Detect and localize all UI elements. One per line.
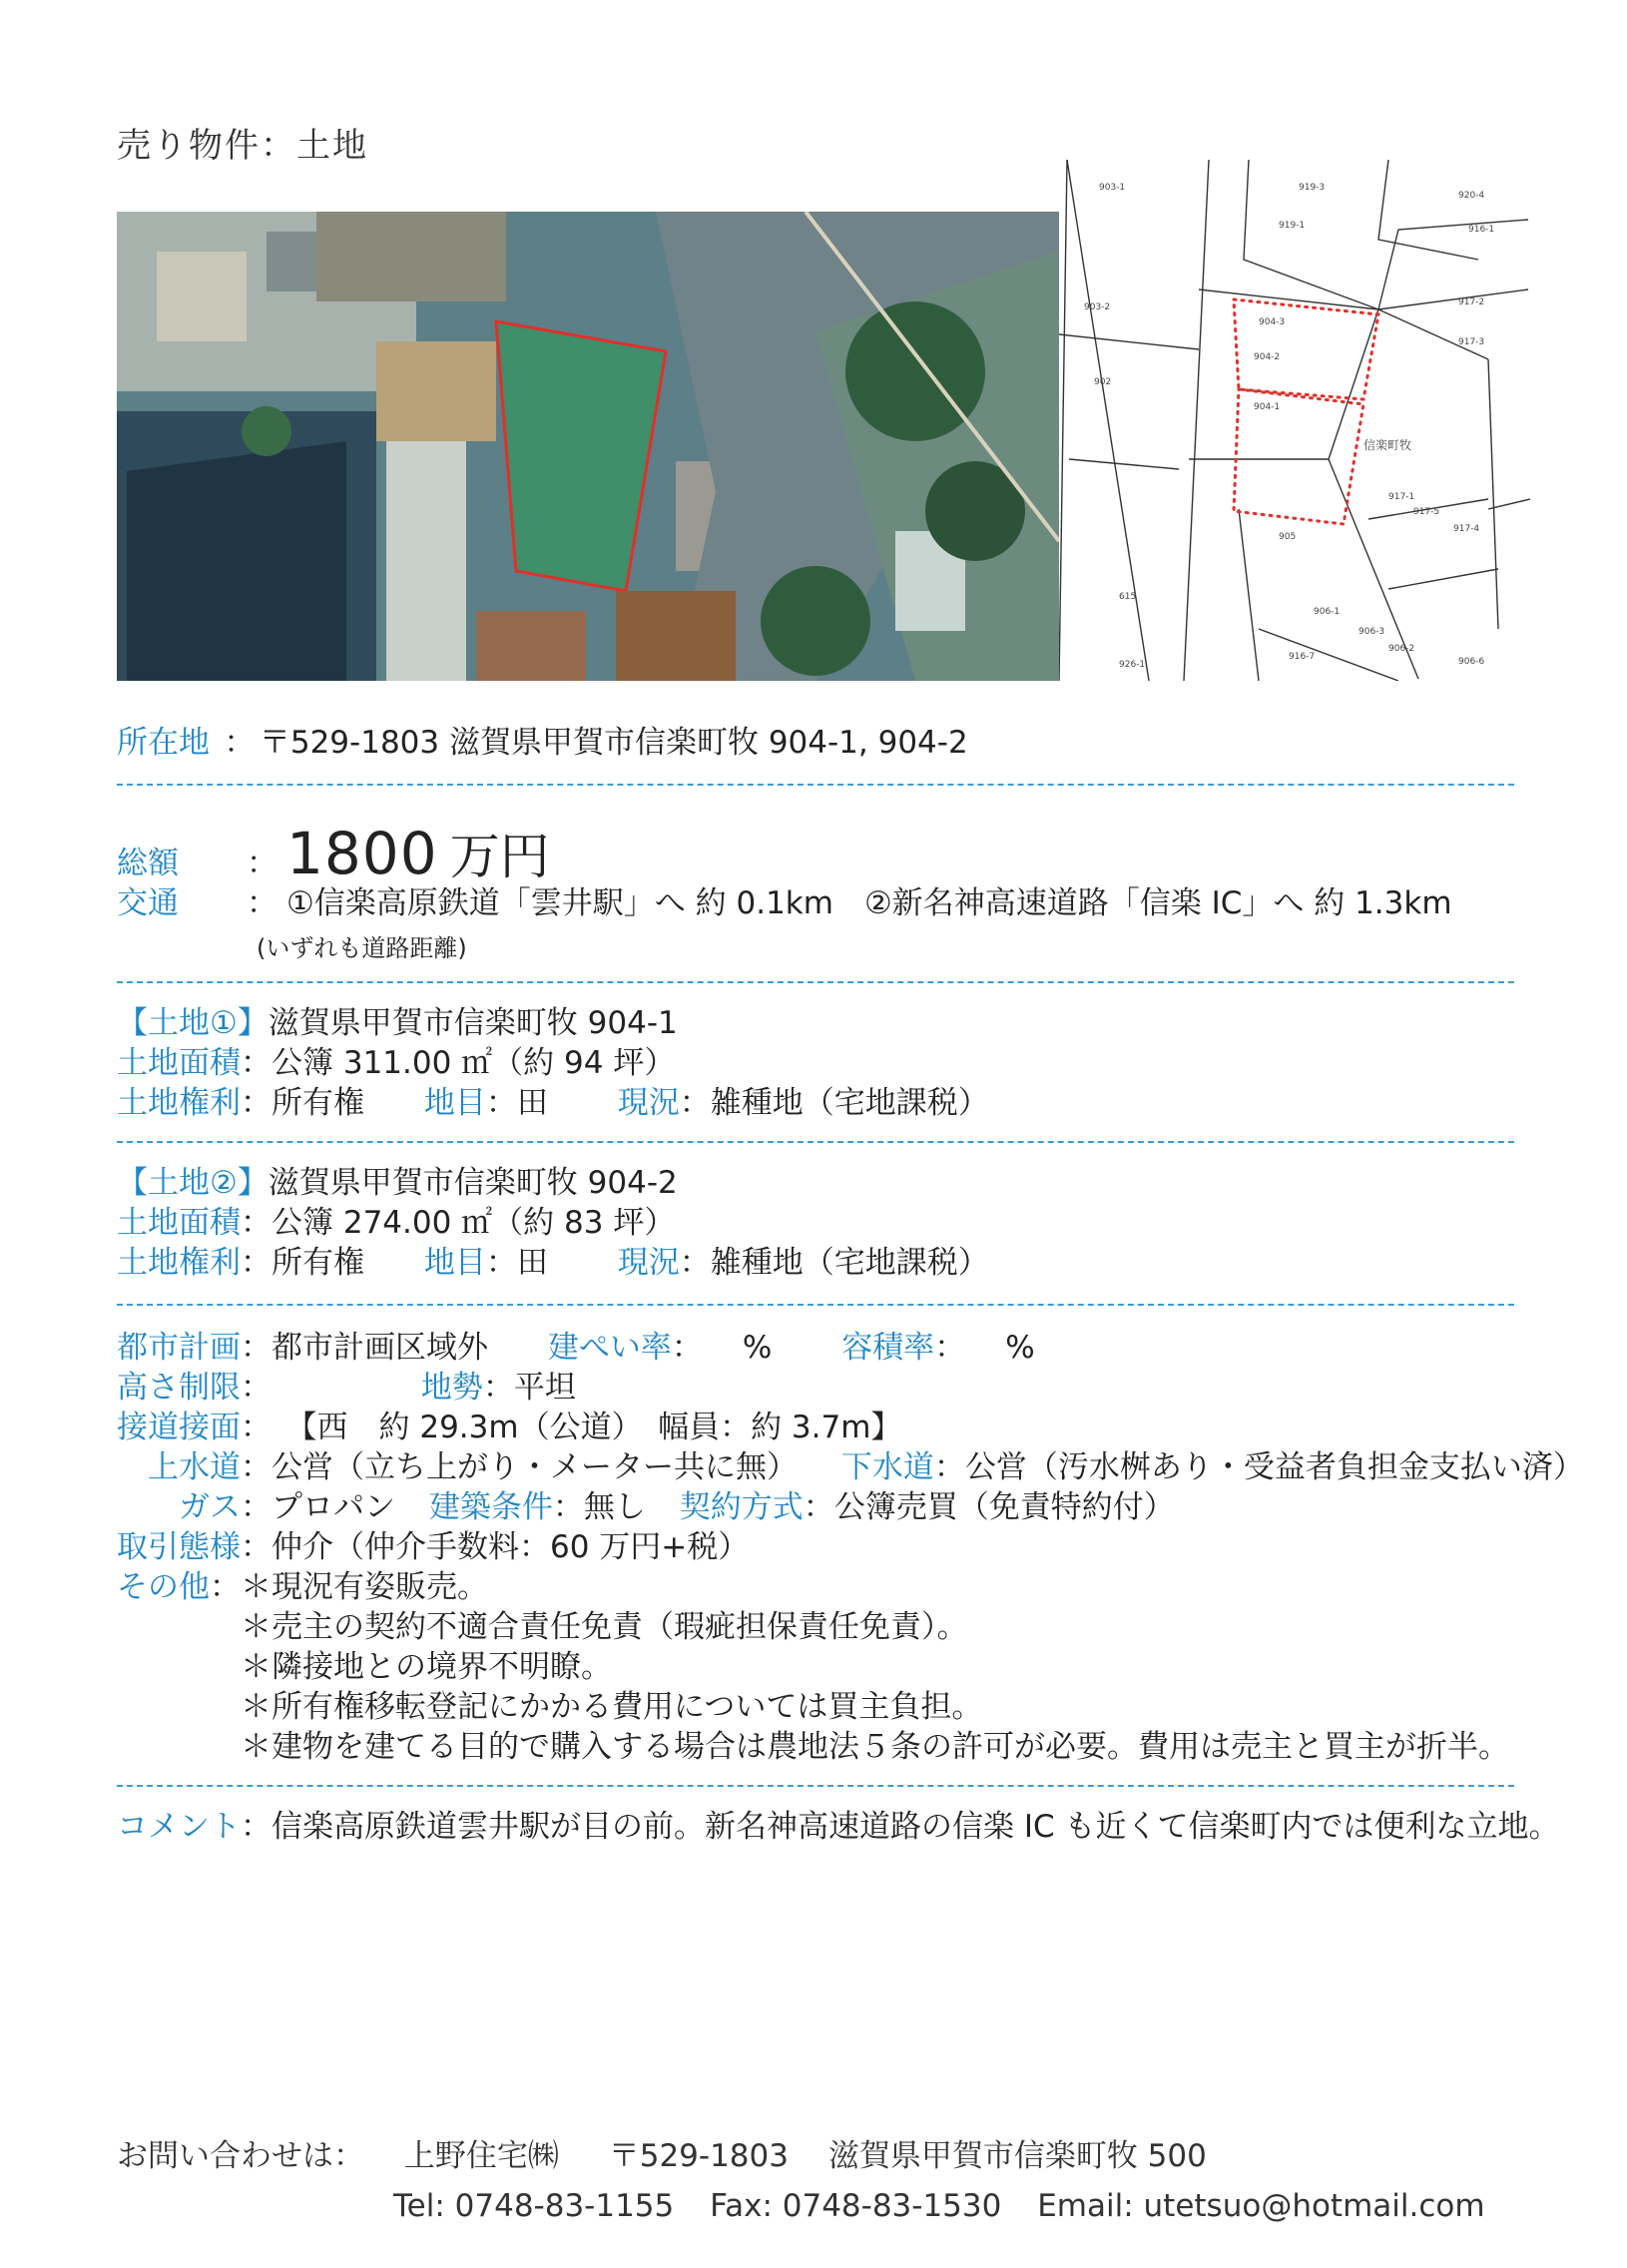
divider xyxy=(117,1785,1514,1787)
parcel-label: 906-1 xyxy=(1314,607,1341,617)
footer-email[interactable]: Email: utetsuo@hotmail.com xyxy=(1037,2188,1485,2224)
parcel-label: 906-6 xyxy=(1458,657,1485,667)
parcel-label: 917-1 xyxy=(1388,492,1415,502)
parcel-label: 917-4 xyxy=(1453,524,1480,534)
cadastral-map xyxy=(1059,160,1530,681)
road-row: 接道接面： 【西 約 29.3m（公道） 幅員：約 3.7m】 xyxy=(117,1410,902,1445)
land1-header xyxy=(117,1003,678,1043)
location-row: 所在地 ： 〒529-1803 滋賀県甲賀市信楽町牧 904-1, 904-2 xyxy=(117,725,968,761)
other-item: ＊売主の契約不適合責任免責（瑕疵担保責任免責）。 xyxy=(241,1609,968,1645)
parcel-label: 903-2 xyxy=(1084,302,1111,312)
contract-label: 契約方式 xyxy=(679,1489,804,1525)
parcel-label: 917-3 xyxy=(1458,337,1485,347)
height-row: 高さ制限： 地勢：平坦 xyxy=(117,1370,576,1406)
terrain-label: 地勢 xyxy=(420,1370,483,1406)
deal-value: 仲介（仲介手数料：60 万円+税） xyxy=(271,1529,750,1565)
road-value: 【西 約 29.3m（公道） 幅員：約 3.7m】 xyxy=(301,1410,902,1445)
footer-tel: Tel: 0748-83-1155 xyxy=(393,2188,675,2224)
parcel-label: 916-7 xyxy=(1289,652,1316,662)
city-plan-row: 都市計画：都市計画区域外 建ぺい率： % 容積率： % xyxy=(117,1330,1035,1366)
land2-tag: 【土地②】 xyxy=(117,1165,269,1201)
parcel-label: 919-1 xyxy=(1279,221,1306,231)
land1-status-value: 雑種地（宅地課税） xyxy=(710,1085,989,1121)
parcel-label: 917-5 xyxy=(1413,507,1440,517)
access-note: (いずれも道路距離) xyxy=(257,934,467,962)
price-amount: 1800 xyxy=(286,820,438,887)
city-plan-value: 都市計画区域外 xyxy=(271,1330,488,1366)
deal-label: 取引態様 xyxy=(117,1529,241,1565)
land1-address: 滋賀県甲賀市信楽町牧 904-1 xyxy=(268,1005,678,1041)
land1-rights-label: 土地権利 xyxy=(117,1085,241,1121)
land2-chimoku-value: 田 xyxy=(516,1245,548,1281)
footer-fax: Fax: 0748-83-1530 xyxy=(710,2188,1002,2224)
parcel-label: 916-1 xyxy=(1468,225,1495,235)
other-item: ＊現況有姿販売。 xyxy=(241,1569,488,1605)
other-label: その他 xyxy=(117,1569,210,1605)
parcel-label: 905 xyxy=(1279,532,1297,542)
land1-status-label: 現況 xyxy=(617,1085,680,1121)
comment-value: 信楽高原鉄道雲井駅が目の前。新名神高速道路の信楽 IC も近くて信楽町内では便利な立地。 xyxy=(271,1809,1560,1845)
footer-postal: 〒529-1803 xyxy=(608,2138,789,2174)
build-value: 無し xyxy=(583,1489,646,1525)
height-label: 高さ制限 xyxy=(117,1370,241,1406)
parcel-label: 信楽町牧 xyxy=(1363,438,1412,452)
footer-company: 上野住宅㈱ xyxy=(403,2138,559,2174)
footer-line1 xyxy=(117,2136,1207,2176)
parcel-label: 904-1 xyxy=(1254,402,1281,412)
land1-rights-row: 土地権利：所有権 地目：田 現況：雑種地（宅地課税） xyxy=(117,1085,989,1121)
land2-area-label: 土地面積 xyxy=(117,1205,241,1241)
other-item: ＊所有権移転登記にかかる費用については買主負担。 xyxy=(241,1689,983,1725)
land1-area-value: 公簿 311.00 ㎡（約 94 坪） xyxy=(271,1045,676,1081)
water-value: 公営（立ち上がり・メーター共に無） xyxy=(271,1449,798,1485)
land1-area-label: 土地面積 xyxy=(117,1045,241,1081)
land2-chimoku-label: 地目 xyxy=(423,1245,486,1281)
divider xyxy=(117,1304,1514,1306)
land1-area-row: 土地面積：公簿 311.00 ㎡（約 94 坪） xyxy=(117,1045,676,1081)
gas-value: プロパン xyxy=(271,1489,395,1525)
price-label: 総額 xyxy=(117,846,179,881)
footer-inquiry: お問い合わせは： xyxy=(117,2138,364,2174)
land2-area-value: 公簿 274.00 ㎡（約 83 坪） xyxy=(271,1205,676,1241)
land2-rights-label: 土地権利 xyxy=(117,1245,241,1281)
footer-address: 滋賀県甲賀市信楽町牧 500 xyxy=(827,2138,1207,2174)
deal-row: 取引態様：仲介（仲介手数料：60 万円+税） xyxy=(117,1529,750,1565)
coverage-label: 建ぺい率 xyxy=(547,1330,672,1366)
land1-tag: 【土地①】 xyxy=(117,1005,269,1041)
access-value: ①信楽高原鉄道「雲井駅」へ 約 0.1km ②新名神高速道路「信楽 IC」へ 約 1.3km xyxy=(286,885,1452,921)
land2-status-label: 現況 xyxy=(617,1245,680,1281)
land2-area-row: 土地面積：公簿 274.00 ㎡（約 83 坪） xyxy=(117,1205,676,1241)
water-row: 上水道：公営（立ち上がり・メーター共に無） 下水道：公営（汚水桝あり・受益者負担金支払い済） xyxy=(117,1447,1584,1487)
other-row: その他：＊現況有姿販売。 xyxy=(117,1569,488,1605)
land1-chimoku-label: 地目 xyxy=(423,1085,486,1121)
access-label: 交通 xyxy=(117,885,179,921)
other-item: ＊隣接地との境界不明瞭。 xyxy=(241,1649,612,1685)
sewer-value: 公営（汚水桝あり・受益者負担金支払い済） xyxy=(964,1449,1584,1485)
parcel-label: 904-2 xyxy=(1254,352,1281,362)
price-unit: 万円 xyxy=(449,828,550,885)
city-plan-label: 都市計画 xyxy=(117,1330,241,1366)
parcel-label: 902 xyxy=(1094,377,1112,387)
parcel-label: 926-1 xyxy=(1119,660,1146,670)
footer-line2 xyxy=(393,2186,1485,2226)
sewer-label: 下水道 xyxy=(840,1449,934,1485)
parcel-label: 906-3 xyxy=(1358,627,1385,637)
water-label: 上水道 xyxy=(148,1449,241,1485)
divider xyxy=(117,981,1514,983)
far-label: 容積率 xyxy=(841,1330,935,1366)
gas-label: ガス xyxy=(179,1489,241,1525)
parcel-label: 904-3 xyxy=(1259,317,1286,327)
terrain-value: 平坦 xyxy=(513,1370,576,1406)
land1-rights-value: 所有権 xyxy=(271,1085,364,1121)
land1-chimoku-value: 田 xyxy=(516,1085,548,1121)
parcel-label: 919-3 xyxy=(1299,183,1326,193)
parcel-label: 615 xyxy=(1119,592,1137,602)
comment-row: コメント：信楽高原鉄道雲井駅が目の前。新名神高速道路の信楽 IC も近くて信楽町内では便利な立地。 xyxy=(117,1809,1560,1845)
page-title: 売り物件：土地 xyxy=(117,126,368,166)
parcel-label: 920-4 xyxy=(1458,191,1485,201)
road-label: 接道接面 xyxy=(117,1410,241,1445)
parcel-label: 917-2 xyxy=(1458,297,1485,307)
land2-address: 滋賀県甲賀市信楽町牧 904-2 xyxy=(268,1165,678,1201)
land2-status-value: 雑種地（宅地課税） xyxy=(710,1245,989,1281)
price-row: 総額 ： 1800 万円 xyxy=(117,817,550,900)
contract-value: 公簿売買（免責特約付） xyxy=(833,1489,1175,1525)
land2-rights-value: 所有権 xyxy=(271,1245,364,1281)
parcel-label: 903-1 xyxy=(1099,183,1126,193)
location-value: 〒529-1803 滋賀県甲賀市信楽町牧 904-1, 904-2 xyxy=(259,725,968,761)
location-label: 所在地 xyxy=(117,725,210,761)
access-row: 交通 ： ①信楽高原鉄道「雲井駅」へ 約 0.1km ②新名神高速道路「信楽 IC」へ 約 1.3km xyxy=(117,885,1452,921)
land2-header xyxy=(117,1163,678,1203)
far-value: % xyxy=(1005,1330,1035,1366)
build-label: 建築条件 xyxy=(428,1489,553,1525)
coverage-value: % xyxy=(742,1330,773,1366)
divider xyxy=(117,784,1514,786)
divider xyxy=(117,1141,1514,1143)
gas-row: ガス：プロパン 建築条件：無し 契約方式：公簿売買（免責特約付） xyxy=(117,1487,1175,1527)
land2-rights-row: 土地権利：所有権 地目：田 現況：雑種地（宅地課税） xyxy=(117,1245,989,1281)
other-item: ＊建物を建てる目的で購入する場合は農地法５条の許可が必要。費用は売主と買主が折半。 xyxy=(241,1729,1509,1765)
parcel-label: 906-2 xyxy=(1388,644,1415,654)
aerial-photo xyxy=(117,212,1059,681)
comment-label: コメント xyxy=(117,1809,241,1845)
